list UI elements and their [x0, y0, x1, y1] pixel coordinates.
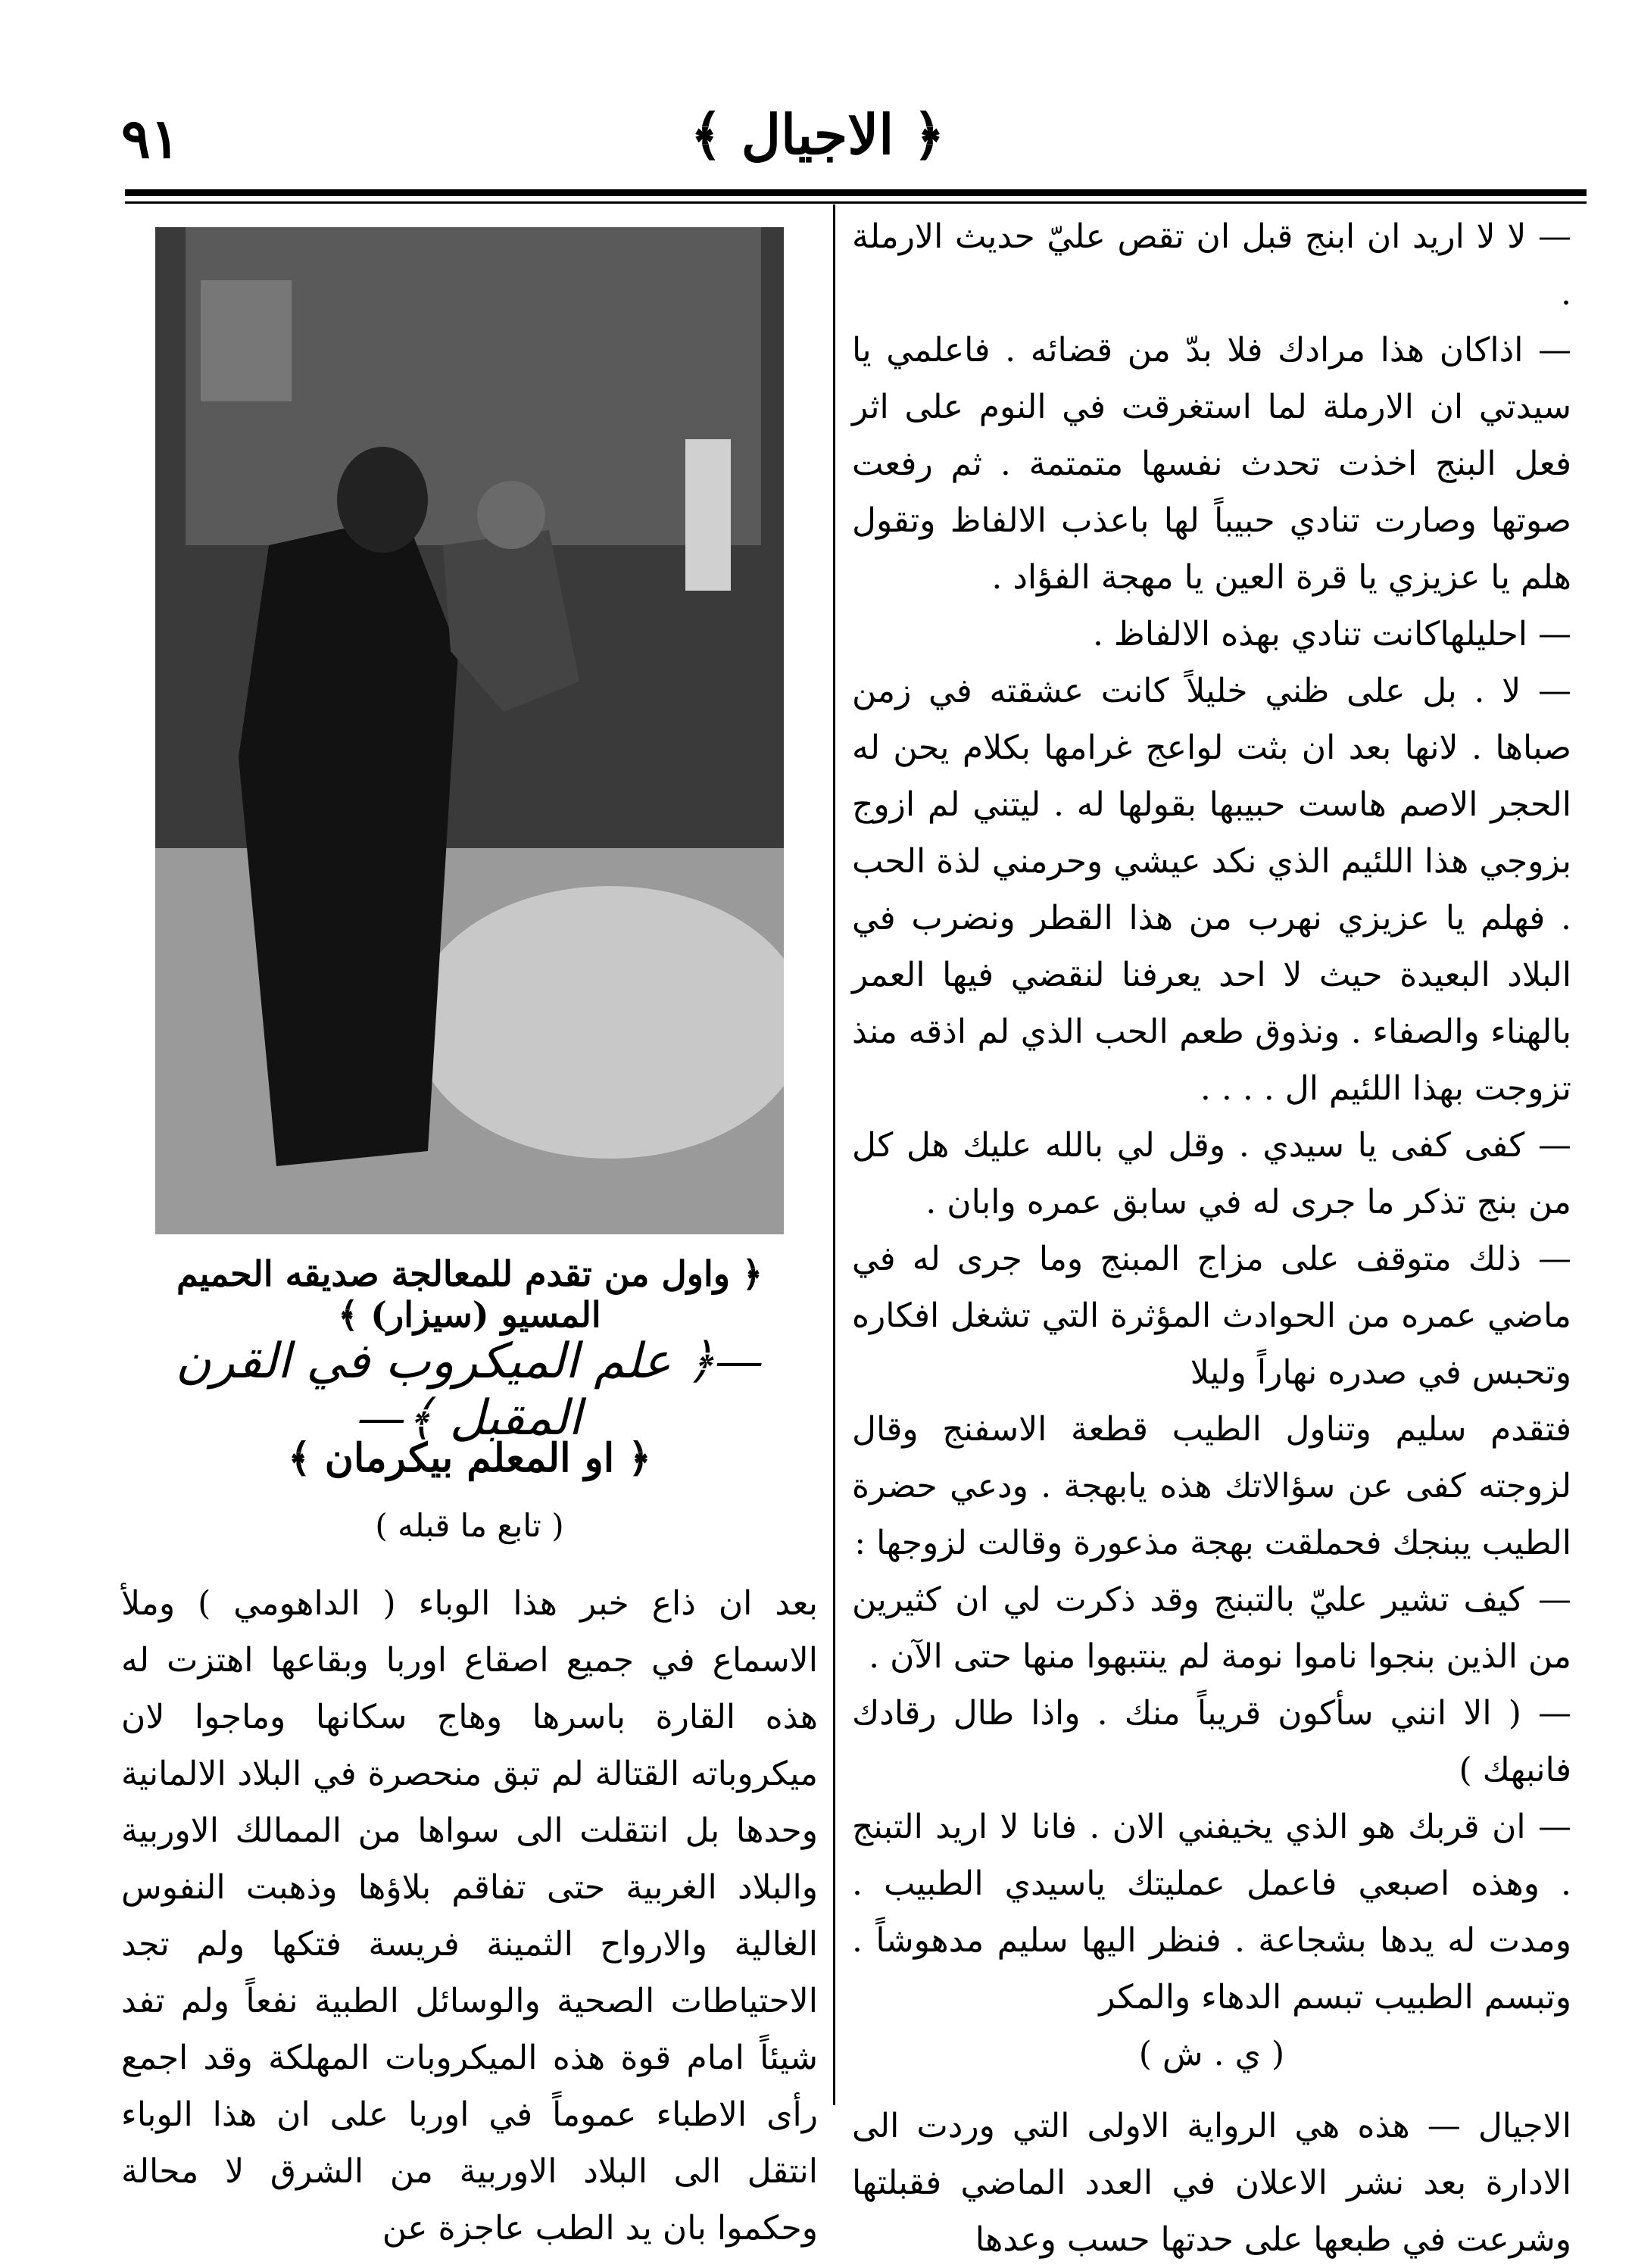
- paragraph: فتقدم سليم وتناول الطيب قطعة الاسفنج وقال لزوجته كفى عن سؤالاتك هذه يابهجة . ودعي حضرة الطيب يبنجك فحملقت بهجة مذعورة وقالت لزوجها :: [852, 1410, 1571, 1562]
- editor-note: الاجيال — هذه هي الرواية الاولى التي وردت الى الادارة بعد نشر الاعلان في العدد الماضي فقبلتها وشرعت في طبعها على حدتها حسب وعدها: [852, 2107, 1571, 2259]
- continued-note: ( تابع ما قبله ): [375, 1507, 564, 1544]
- paragraph: — ان قربك هو الذي يخيفني الان . فانا لا اريد التبنج . وهذه اصبعي فاعمل عمليتك ياسيدي الطبيب . ومدت له يدها بشجاعة . فنظر اليها سليم مدهوشاً . وتبسم الطبيب تبسم الدهاء والمكر: [852, 1808, 1571, 2017]
- paragraph: — لا لا اريد ان ابنج قبل ان تقص عليّ حديث الارملة .: [852, 217, 1571, 313]
- paragraph: — كفى كفى يا سيدي . وقل لي بالله عليك هل كل من بنج تذكر ما جرى له في سابق عمره وابان .: [852, 1126, 1571, 1221]
- paragraph: — اذاكان هذا مرادك فلا بدّ من قضائه . فاعلمي يا سيدتي ان الارملة لما استغرقت في النوم على اثر فعل البنج اخذت تحدث نفسها متمتمة . ثم رفعت صوتها وصارت تنادي حبيباً لها باعذب الالفاظ وتقول هلم يا عزيزي يا قرة العين يا مهجة الفؤاد .: [852, 331, 1571, 597]
- right-column: [852, 208, 1571, 2268]
- paragraph: — كيف تشير عليّ بالتبنج وقد ذكرت لي ان كثيرين من الذين بنجوا ناموا نومة لم ينتبهوا منها حتى الآن .: [852, 1580, 1571, 1676]
- paragraph: — ذلك متوقف على مزاج المبنج وما جرى له في ماضي عمره من الحوادث المؤثرة التي تشغل افكاره وتحبس في صدره نهاراً وليلا: [852, 1240, 1571, 1392]
- header-rule-thin: [125, 201, 1587, 204]
- illustration: [155, 227, 784, 1234]
- section-subtitle: ﴿ او المعلم بيكرمان ﴾: [288, 1435, 651, 1481]
- running-title: ﴿ الاجيال ﴾: [690, 102, 945, 167]
- signature: ( ي . ش ): [1138, 2035, 1285, 2073]
- section-title: —﴿ علم الميكروب في القرن المقبل ﴾—: [175, 1334, 764, 1446]
- paragraph: بعد ان ذاع خبر هذا الوباء ( الداهومي ) وملأ الاسماع في جميع اصقاع اوربا وبقاعها اهتزت له هذه القارة باسرها وهاج سكانها وماجوا لان ميكروباته القتالة لم تبق منحصرة في البلاد الالمانية وحدها بل انتقلت الى سواها من الممالك الاوربية والبلاد الغربية حتى تفاقم بلاؤها وذهبت النفوس الغالية والارواح الثمينة فريسة فتكها ولم تجد الاحتياطات الصحية والوسائل الطبية نفعاً ولم تفد شيئاً امام قوة هذه الميكروبات المهلكة وقد اجمع رأى الاطباء عموماً في اوربا على ان هذا الوباء انتقل الى البلاد الاوربية من الشرق لا محالة وحكموا بان يد الطب عاجزة عن: [121, 1584, 818, 2248]
- paragraph: — ( الا انني سأكون قريباً منك . واذا طال رقادك فانبهك ): [852, 1694, 1571, 1789]
- paragraph: — لا . بل على ظني خليلاً كانت عشقته في زمن صباها . لانها بعد ان بثت لواعج غرامها بكلام يحن له الحجر الاصم هاست حبيبها بقولها له . ليتني لم ازوج بزوجي هذا اللئيم الذي نكد عيشي وحرمني لذة الحب . فهلم يا عزيزي نهرب من هذا القطر ونضرب في البلاد البعيدة حيث لا احد يعرفنا لنقضي فيها العمر بالهناء والصفاء . ونذوق طعم الحب الذي لم اذقه منذ تزوجت بهذا اللئيم ال . . . .: [852, 672, 1571, 1108]
- column-divider: [833, 204, 835, 2105]
- page-number: ٩١: [121, 106, 180, 170]
- illustration-caption: ﴿ واول من تقدم للمعالجة صديقه الحميم المسيو (سيزار) ﴾: [176, 1253, 763, 1335]
- left-column: [121, 1575, 818, 2257]
- paragraph: — احليلهاكانت تنادي بهذه الالفاظ .: [1093, 615, 1571, 654]
- header-rule: [125, 189, 1587, 196]
